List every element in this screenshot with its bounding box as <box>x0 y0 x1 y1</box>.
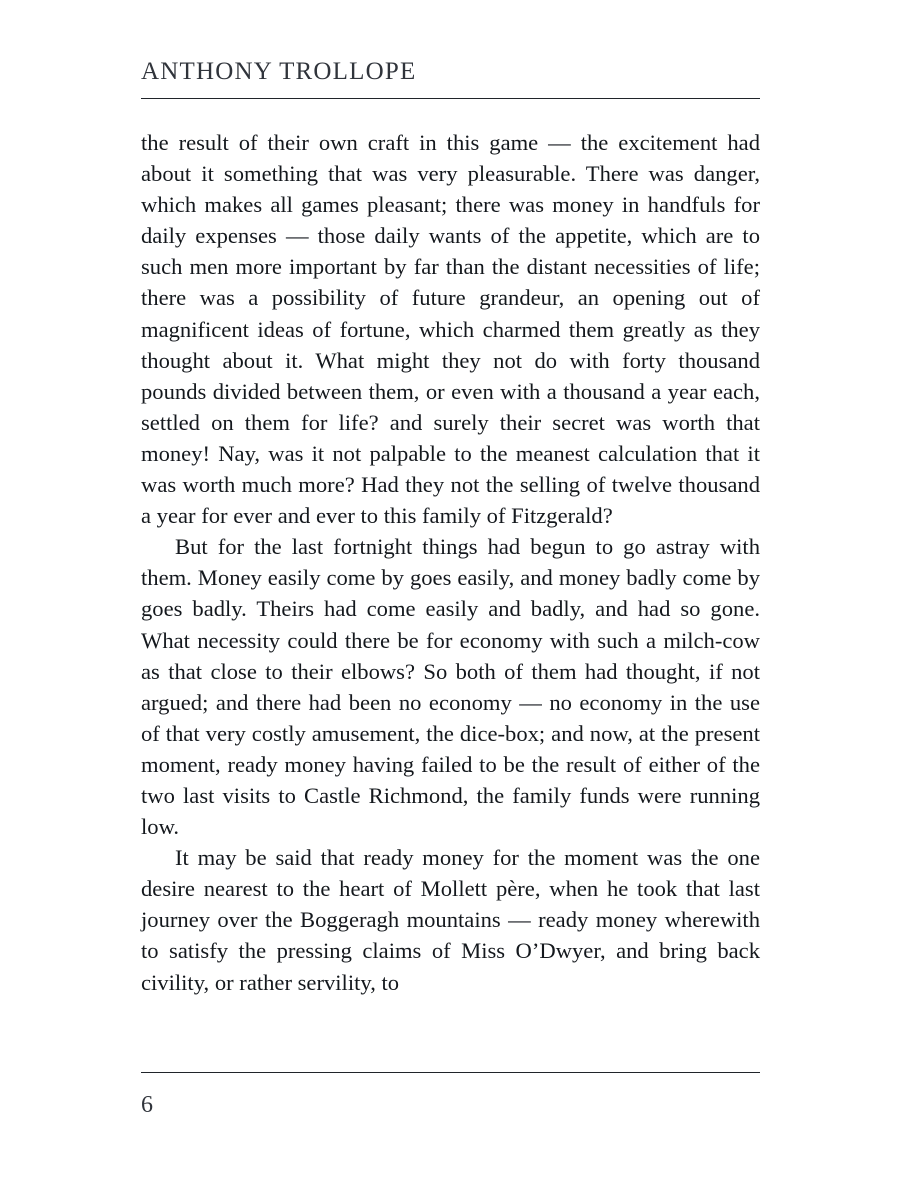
page-footer <box>141 1072 760 1119</box>
header-rule <box>141 98 760 99</box>
page-content <box>141 58 760 998</box>
paragraph: the result of their own craft in this game — the excitement had about it something that was very pleasurable. There was danger, which makes all games pleasant; there was money in handfuls for daily expenses — those daily wants of the appetite, which are to such men more important by far than the distant necessities of life; there was a possibility of future grandeur, an opening out of magnificent ideas of fortune, which charmed them greatly as they thought about it. What might they not do with forty thousand pounds divided between them, or even with a thousand a year each, settled on them for life? and surely their secret was worth that money! Nay, was it not palpable to the meanest calculation that it was worth much more? Had they not the selling of twelve thousand a year for ever and ever to this family of Fitzgerald? <box>141 130 760 529</box>
page-number: 6 <box>141 1092 154 1118</box>
footer-rule <box>141 1072 760 1073</box>
paragraph: It may be said that ready money for the moment was the one desire nearest to the heart of Mollett père, when he took that last journey over the Boggeragh mountains — ready money wherewith to satisfy the pressing claims of Miss O’Dwyer, and bring back civility, or rather servility, to <box>141 845 760 995</box>
running-head: ANTHONY TROLLOPE <box>141 58 417 85</box>
body-text <box>141 127 760 998</box>
paragraph: But for the last fortnight things had begun to go astray with them. Money easily come by goes easily, and money badly come by goes badly. Theirs had come easily and badly, and had so gone. What necessity could there be for economy with such a milch-cow as that close to their elbows? So both of them had thought, if not argued; and there had been no economy — no economy in the use of that very costly amusement, the dice-box; and now, at the present moment, ready money having failed to be the result of either of the two last visits to Castle Richmond, the family funds were running low. <box>141 534 760 840</box>
